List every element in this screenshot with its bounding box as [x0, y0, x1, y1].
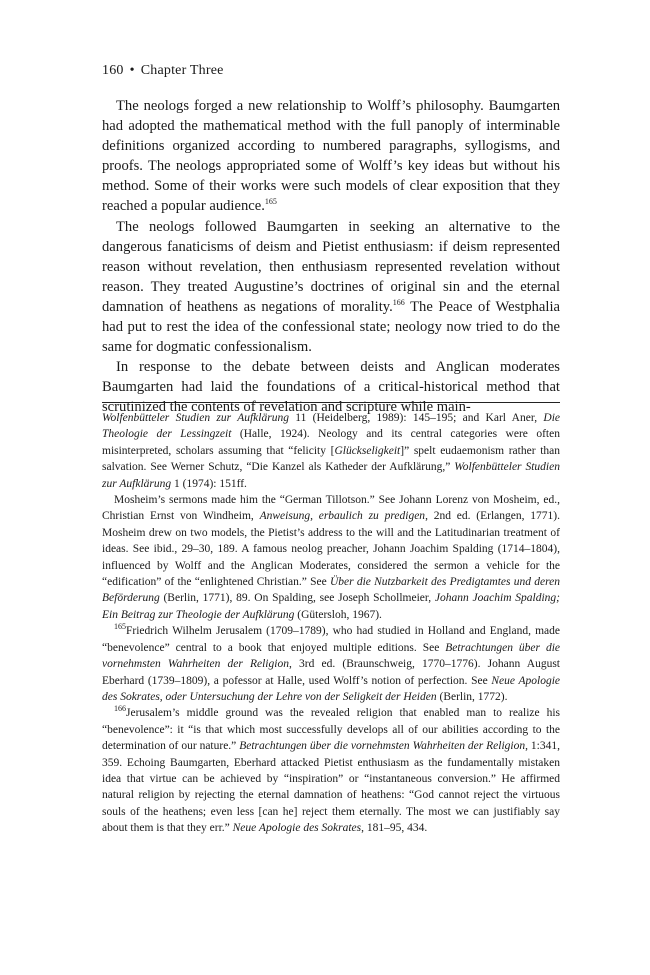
paragraph-text: The neologs followed Baumgarten in seeking an alternative to the dangerous fanaticisms of deism and Pietist enthusiasm: if deism represented reason without revelation, then enthusiasm represented revelation without reason. They treated Augustine’s doctrines of original sin and the eternal damnation of heathens as negations of morality. — [102, 218, 560, 315]
title-italic: Betrachtungen über die vornehmsten Wahrheiten der Religion — [102, 641, 560, 671]
footnote-continuation — [102, 410, 560, 492]
header-separator: • — [129, 63, 135, 78]
body-paragraph — [102, 217, 560, 358]
note-text: (Halle, 1924). Neology and its central categories were often misinterpreted, scholars assuming that “felicity [ — [102, 428, 560, 457]
title-italic: Glückseligkeit — [334, 444, 401, 457]
note-text: Mosheim’s sermons made him the “German Tillotson.” See Johann Lorenz von Mosheim, ed., Christian Ernst von Windheim, — [102, 494, 560, 523]
footnote-number: 166 — [114, 704, 126, 714]
title-italic: Neue Apologie des Sokrates, oder Untersuchung der Lehre von der Seligkeit der Heiden — [102, 674, 561, 703]
running-header — [102, 63, 224, 79]
footnote-number: 165 — [114, 622, 126, 632]
paragraph-text: The Peace of Westphalia had put to rest the idea of the confessional state; neology now tried to do the same for dogmatic confessionalism. — [102, 298, 560, 356]
note-text: (Berlin, 1771), 89. On Spalding, see Joseph Schollmeier, — [159, 592, 435, 605]
footnote-paragraph — [102, 492, 560, 623]
footnote-166 — [102, 705, 560, 836]
note-text: ]” spelt eudaemonism rather than salvation. See Werner Schutz, “Die Kanzel als Katheder der Aufklärung,” — [102, 444, 560, 474]
body-paragraph — [102, 357, 560, 417]
title-italic: Über die Nutzbarkeit des Predigtamtes und deren Beförderung — [102, 576, 560, 605]
title-italic: Die Theologie der Lessingzeit — [102, 412, 560, 441]
note-text: , 2nd ed. (Erlangen, 1771). Mosheim drew on two models, the Pietist’s address to the will and the Latitudinarian treatment of ideas. See ibid., 29–30, 189. A famous neolog preacher, Johann Joachim Spalding (1714–1804), influenced by Wolff and the Anglican Moderates, considered the sermon a vehicle for the “edification” of the “enlightened Christian.” See — [102, 510, 560, 589]
note-text: 11 (Heidelberg, 1989): 145–195; and Karl Aner, — [288, 412, 544, 424]
note-text: Jerusalem’s middle ground was the revealed religion that enabled man to realize his “benevolence”: it “is that which most successfully develops all of our abilities according to the determination of our nature.” — [102, 707, 560, 753]
title-italic: Anweisung, erbaulich zu predigen — [259, 510, 426, 523]
paragraph-text: The neologs forged a new relationship to Wolff’s philosophy. Baumgarten had adopted the mathematical method with the full panoply of interminable definitions organized according to numbered paragraphs, syllogisms, and proofs. The neologs appropriated some of Wolff’s key ideas but without his method. Some of their works were such models of clear exposition that they reached a popular audience. — [102, 98, 560, 215]
footnote-ref: 166 — [392, 298, 405, 308]
footnote-divider — [102, 402, 560, 403]
title-italic: Neue Apologie des Sokrates — [232, 822, 362, 835]
note-text: , 181–95, 434. — [361, 822, 428, 835]
page-number: 160 — [102, 63, 124, 78]
footnote-165 — [102, 623, 560, 705]
title-italic: Wolfenbütteler Studien zur Aufklärung — [102, 412, 289, 424]
note-text: (Gütersloh, 1967). — [294, 608, 382, 621]
note-text: , 3rd ed. (Braunschweig, 1770–1776). Johann August Eberhard (1739–1809), a pofessor at Halle, used Wolff’s notion of perfection. See — [102, 658, 560, 687]
title-italic: Wolfenbütteler Studien zur Aufklärung — [102, 461, 560, 490]
note-text: (Berlin, 1772). — [436, 690, 508, 703]
note-text: Friedrich Wilhelm Jerusalem (1709–1789), who had studied in Holland and England, made “benevolence” central to a book that enjoyed multiple editions. See — [102, 625, 560, 654]
footnotes — [102, 410, 560, 837]
title-italic: Johann Joachim Spalding; Ein Beitrag zur Theologie der Aufklärung — [102, 592, 560, 621]
chapter-title: Chapter Three — [140, 63, 224, 78]
note-text: 1 (1974): 151ff. — [171, 477, 247, 490]
body-paragraph — [102, 96, 560, 217]
paragraph-text: In response to the debate between deists and Anglican moderates Baumgarten had laid the foundations of a critical-historical method that scrutinized the contents of revelation and scripture while main- — [102, 359, 560, 416]
title-italic: Betrachtungen über die vornehmsten Wahrheiten der Religion — [239, 740, 526, 753]
note-text: , 1:341, 359. Echoing Baumgarten, Eberhard attacked Pietist enthusiasm as the fundamentally mistaken idea that virtue can be achieved by “inspiration” or “instantaneous conversion.” He affirmed natural religion by rejecting the eternal damnation of heathens: “God cannot reject the virtuous souls of the heathens; even less [can he] reject them eternally. The most we can justifiably say about them is that they err.” — [102, 740, 561, 835]
main-text — [102, 96, 560, 418]
footnote-ref: 165 — [264, 197, 277, 207]
